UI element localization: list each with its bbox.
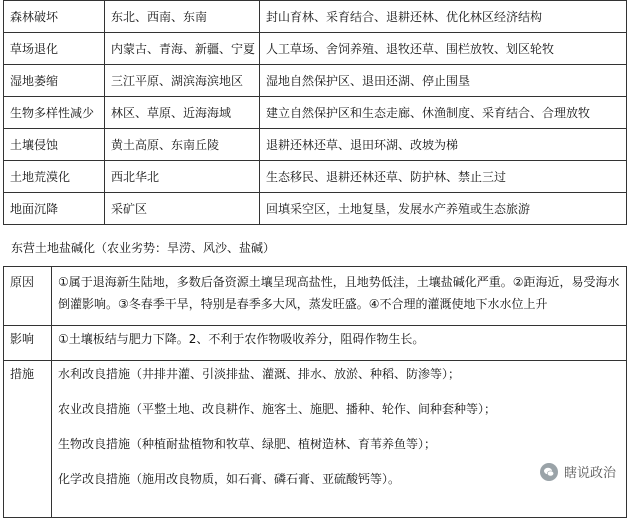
impact-label: 影响	[4, 326, 52, 361]
table-row	[4, 33, 627, 65]
impact-row	[4, 326, 627, 361]
measures-cell: 湿地自然保护区、退田还湖、停止围垦	[260, 65, 627, 97]
measure-item: 农业改良措施（平整土地、改良耕作、施客土、施肥、播种、轮作、间种套种等）；	[58, 402, 497, 416]
region-cell: 西北华北	[105, 161, 260, 193]
problem-cell: 湿地萎缩	[4, 65, 105, 97]
region-cell: 内蒙古、青海、新疆、宁夏	[105, 33, 260, 65]
region-cell: 黄土高原、东南丘陵	[105, 129, 260, 161]
cause-text: ①属于退海新生陆地，多数后备资源土壤呈现高盐性，且地势低洼，土壤盐碱化严重。②距海近，易受海水倒灌影响。③冬春季干旱，特别是春季多大风，蒸发旺盛。④不合理的灌溉使地下水水位上升	[58, 275, 620, 311]
measures-cell: 建立自然保护区和生态走廊、休渔制度、采育结合、合理放牧	[260, 97, 627, 129]
table-row	[4, 65, 627, 97]
cause-row	[4, 267, 627, 326]
table-row	[4, 129, 627, 161]
measures-label: 措施	[4, 361, 52, 518]
problem-cell: 地面沉降	[4, 193, 105, 225]
measures-cell: 生态移民、退耕还林还草、防护林、禁止三过	[260, 161, 627, 193]
measure-item: 生物改良措施（种植耐盐植物和牧草、绿肥、植树造林、育苇养鱼等）；	[58, 437, 437, 451]
problem-cell: 生物多样性减少	[4, 97, 105, 129]
table-row	[4, 1, 627, 33]
saline-section-caption: 东营土地盐碱化（农业劣势：旱涝、风沙、盐碱）	[11, 241, 276, 255]
problem-cell: 草场退化	[4, 33, 105, 65]
measures-cell: 回填采空区，土地复垦，发展水产养殖或生态旅游	[260, 193, 627, 225]
watermark-text: 瞎说政治	[563, 466, 616, 481]
region-cell: 东北、西南、东南	[105, 1, 260, 33]
problem-cell: 土地荒漠化	[4, 161, 105, 193]
watermark	[540, 462, 616, 481]
region-cell: 林区、草原、近海海域	[105, 97, 260, 129]
measures-cell: 退耕还林还草、退田环湖、改坡为梯	[260, 129, 627, 161]
problem-cell: 森林破坏	[4, 1, 105, 33]
cause-label: 原因	[4, 267, 52, 326]
wechat-icon	[540, 463, 558, 481]
measures-cell	[52, 361, 627, 518]
region-cell: 三江平原、湖滨海滨地区	[105, 65, 260, 97]
measure-item: 水利改良措施（井排井灌、引淡排盐、灌溉、排水、放淤、种稻、防渗等）；	[58, 367, 461, 381]
problem-cell: 土壤侵蚀	[4, 129, 105, 161]
measure-item: 化学改良措施（施用改良物质，如石膏、磷石膏、亚硫酸钙等）。	[58, 472, 401, 486]
table-row	[4, 193, 627, 225]
table-row	[4, 161, 627, 193]
salinization-table	[3, 266, 627, 518]
cause-cell	[52, 267, 627, 326]
table-row	[4, 97, 627, 129]
measures-cell: 人工草场、舍饲养殖、退牧还草、围栏放牧、划区轮牧	[260, 33, 627, 65]
ecological-problems-table	[3, 0, 627, 225]
measures-row	[4, 361, 627, 518]
impact-text: ①土壤板结与肥力下降。2、不利于农作物吸收养分，阻碍作物生长。	[52, 326, 627, 361]
region-cell: 采矿区	[105, 193, 260, 225]
measures-cell: 封山育林、采育结合、退耕还林、优化林区经济结构	[260, 1, 627, 33]
